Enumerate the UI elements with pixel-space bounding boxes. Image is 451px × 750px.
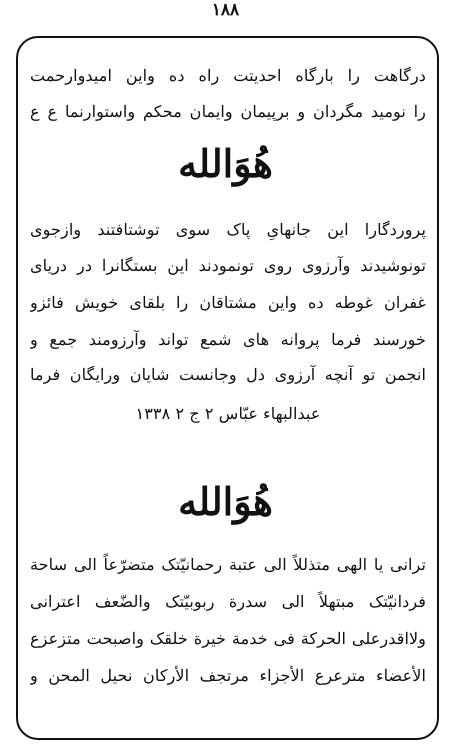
tablet3-line-3: ولااقدرعلی الحرکة فی خدمة خیرة خلقک واصبحت متزعزع: [30, 629, 426, 648]
tablet2-line-5: انجمن تو آنچه آرزوی دل وجانست شایان ورایگان فرما: [30, 365, 426, 384]
tablet2-line-1: پروردگارا این جانهایِ پاک سوی توشتافتند وازجوی: [30, 220, 426, 239]
tablet2-line-3: غفران غوطه ده واین مشتاقان را بلقای خویش فائزو: [30, 293, 426, 312]
tablet3-line-2: فردانیّتک مبتهلاً الی سدرة ربوبیّتک والضّعف اعترانی: [30, 592, 426, 611]
tablet1-line-1: درگاهت را بارگاه احدیتت راه ده واین امیدوارحمت: [30, 66, 426, 85]
signature: عبدالبهاء عبّاس ٢ ج ٢ ١٣٣٨: [135, 404, 321, 423]
heading-huwallah-1: هُوَالله: [178, 141, 273, 186]
tablet2-line-2: تونوشیدند وآرزوی روی تونمودند این بستگانرا در دریای: [30, 256, 426, 275]
tablet2-line-4: خورسند فرما پروانه های شمع تواند وآرزومند جمع و: [30, 330, 426, 349]
tablet1-line-2: را نومید مگردان و برپیمان وایمان محکم واستوارنما ع ع: [30, 102, 426, 121]
heading-huwallah-2: هُوَالله: [178, 479, 273, 524]
tablet3-line-1: ترانی یا الهی متذللاً الی عتبة رحمانیّتک متضرّعاً الی ساحة: [30, 555, 426, 574]
tablet3-line-4: الأعضاء مترعرع الأجزاء مرتجف الأرکان نحیل المحن و: [30, 666, 426, 685]
page-number: ۱۸۸: [211, 0, 240, 20]
